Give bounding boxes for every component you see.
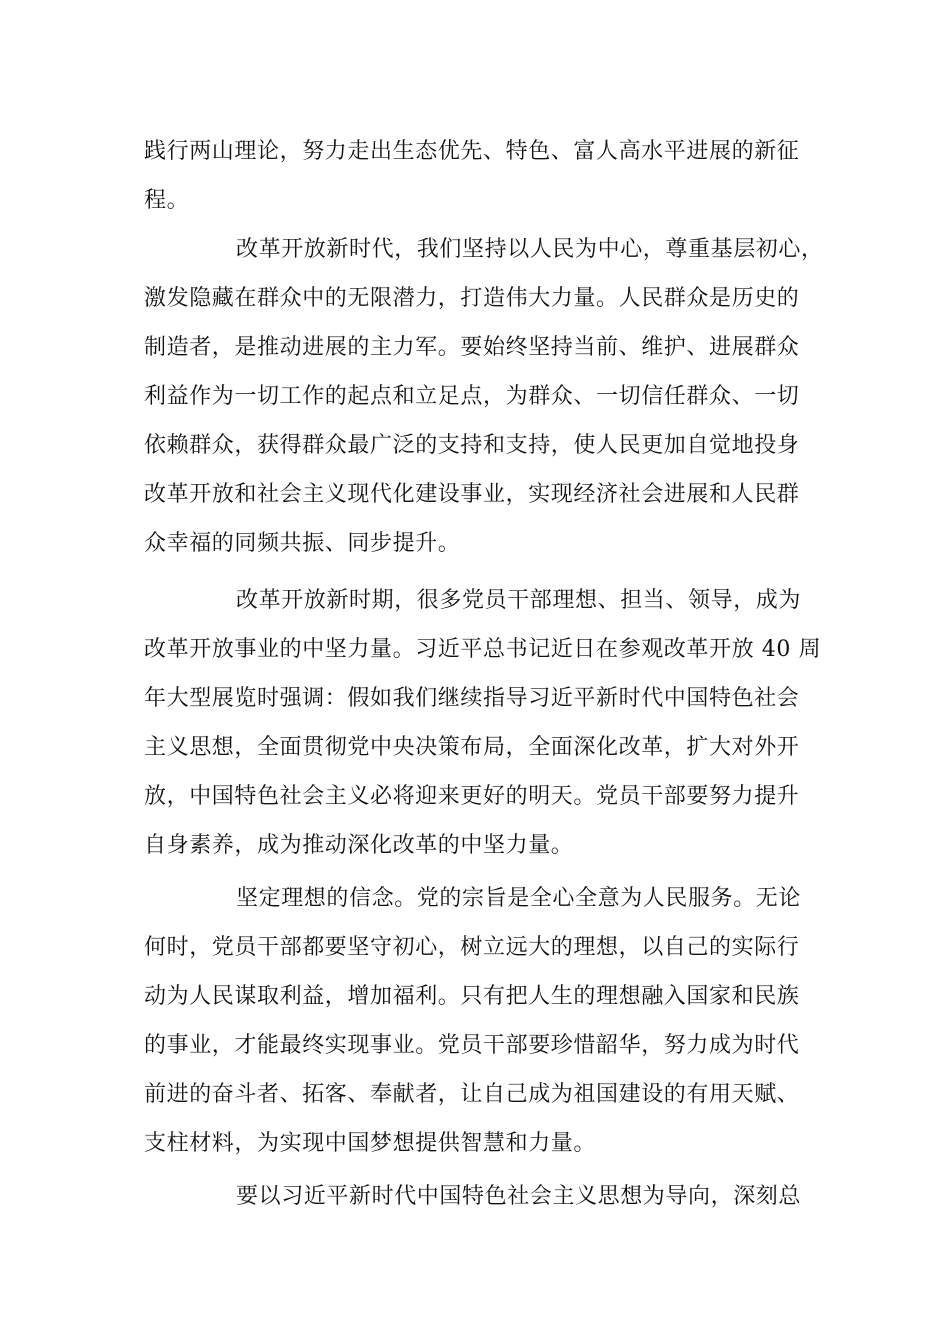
paragraph-2-line-6: 改革开放和社会主义现代化建设事业，实现经济社会进展和人民群 [144, 482, 800, 507]
paragraph-3-line-5: 放，中国特色社会主义必将迎来更好的明天。党员干部要努力提升 [144, 784, 800, 809]
paragraph-2-line-1: 改革开放新时代，我们坚持以人民为中心，尊重基层初心， [236, 237, 824, 262]
paragraph-1-line-2: 程。 [144, 188, 190, 213]
paragraph-3-line-2: 改革开放事业的中坚力量。习近平总书记近日在参观改革开放 40 周 [144, 637, 822, 662]
paragraph-2-line-5: 依赖群众，获得群众最广泛的支持和支持，使人民更加自觉地投身 [144, 433, 800, 458]
paragraph-4-line-2: 何时，党员干部都要坚守初心，树立远大的理想，以自己的实际行 [144, 935, 800, 960]
paragraph-4-line-6: 支柱材料，为实现中国梦想提供智慧和力量。 [144, 1131, 597, 1156]
paragraph-1-line-1: 践行两山理论，努力走出生态优先、特色、富人高水平进展的新征 [144, 139, 800, 164]
paragraph-3-line-4: 主义思想，全面贯彻党中央决策布局，全面深化改革，扩大对外开 [144, 735, 800, 760]
paragraph-2-line-4: 利益作为一切工作的起点和立足点，为群众、一切信任群众、一切 [144, 384, 800, 409]
paragraph-3-line-6: 自身素养，成为推动深化改革的中坚力量。 [144, 833, 574, 858]
paragraph-5-line-1: 要以习近平新时代中国特色社会主义思想为导向，深刻总 [236, 1184, 802, 1209]
paragraph-4-line-4: 的事业，才能最终实现事业。党员干部要珍惜韶华，努力成为时代 [144, 1033, 800, 1058]
paragraph-2-line-2: 激发隐藏在群众中的无限潜力，打造伟大力量。人民群众是历史的 [144, 286, 800, 311]
paragraph-3-line-3: 年大型展览时强调：假如我们继续指导习近平新时代中国特色社会 [144, 686, 800, 711]
paragraph-3-line-1: 改革开放新时期，很多党员干部理想、担当、领导，成为 [236, 588, 802, 613]
paragraph-2-line-3: 制造者，是推动进展的主力军。要始终坚持当前、维护、进展群众 [144, 335, 800, 360]
paragraph-2-line-7: 众幸福的同频共振、同步提升。 [144, 531, 461, 556]
paragraph-4-line-3: 动为人民谋取利益，增加福利。只有把人生的理想融入国家和民族 [144, 984, 800, 1009]
paragraph-4-line-5: 前进的奋斗者、拓客、奉献者，让自己成为祖国建设的有用天赋、 [144, 1082, 800, 1107]
paragraph-4-line-1: 坚定理想的信念。党的宗旨是全心全意为人民服务。无论 [236, 886, 802, 911]
